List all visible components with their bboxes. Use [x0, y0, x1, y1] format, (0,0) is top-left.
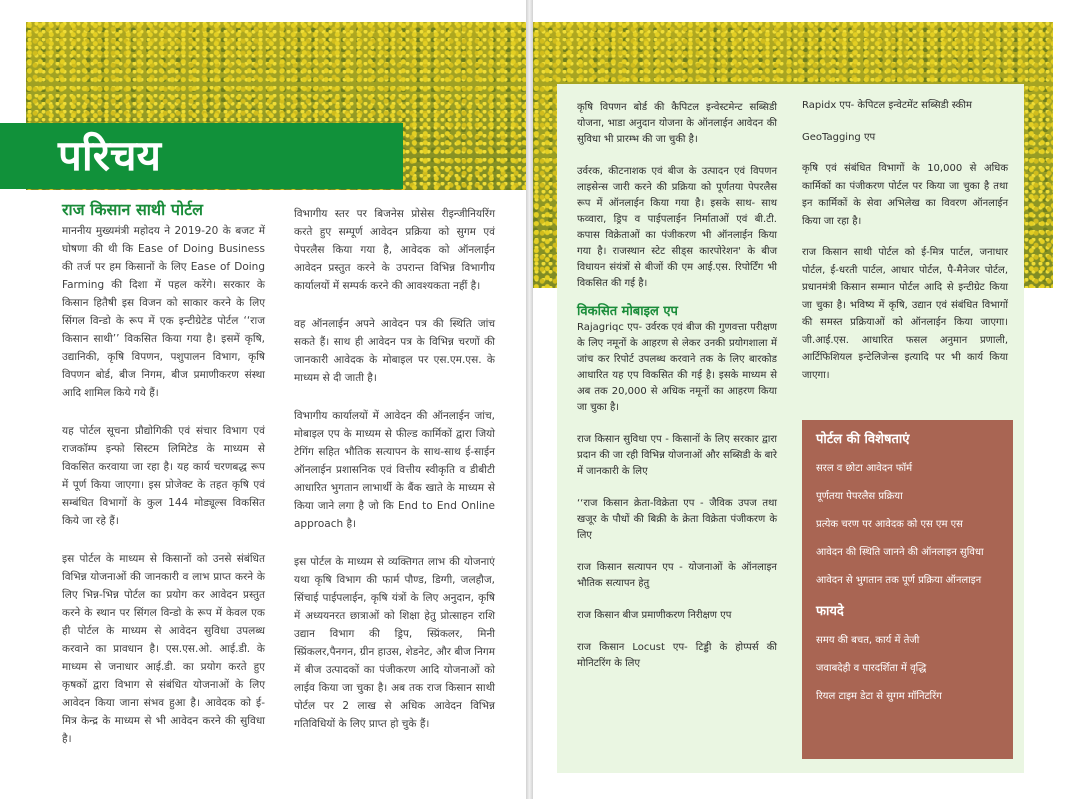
left-page: [0, 0, 526, 799]
column-1: [62, 222, 265, 768]
feature-item: आवेदन की स्थिति जानने की ऑनलाइन सुविधा: [816, 547, 984, 558]
page-gutter: [526, 0, 533, 799]
paragraph: वह ऑनलाईन अपने आवेदन पत्र की स्थिति जांच सकते हैं। साथ ही आवेदन पत्र के विभिन्न चरणों की जानकारी आवेदक के मोबाइल पर एस.एम.एस. के माध्यम से दी जाती है।: [294, 318, 495, 384]
benefit-item: रियल टाइम डेटा से सुगम मॉनिटरिंग: [816, 691, 942, 702]
features-heading: पोर्टल की विशेषताएं: [816, 432, 910, 447]
paragraph: माननीय मुख्यमंत्री महोदय ने 2019-20 के बजट में घोषणा की थी कि Ease of Doing Business की तर्ज पर हम किसानों के लिए Ease of Doing Farming की दिशा में पहल करेंगे। सरकार के किसान हितैषी इस विजन को साकार करने के लिए सिंगल विन्डो के रूप में एक इन्टीग्रेटेड पोर्टल ‘‘राज किसान साथी’’ विकसित किया गया है। इसमें कृषि, उद्यानिकी, कृषि विपणन, पशुपालन विभाग, कृषि विपणन बोर्ड, बीज निगम, बीज प्रमाणीकरण संस्था आदि शामिल किये गये हैं।: [62, 225, 265, 399]
paragraph: राज किसान साथी पोर्टल को ई-मित्र पार्टल, जनाधार पोर्टल, ई-धरती पार्टल, आधार पोर्टल, पै-मैनेजर पोर्टल, प्रधानमंत्री किसान सम्मान पोर्टल आदि से इन्टीग्रेट किया जा चुका है। भविष्य में कृषि, उद्यान एवं संबंधित विभागों की समस्त प्रक्रियाओं को ऑनलाईन किया जाएगा। जी.आई.एस. आधारित फसल अनुमान प्रणाली, आर्टिफिशियल इन्टेलिजेन्स इत्यादि पर भी कार्य किया जाएगा।: [802, 247, 1008, 381]
app-paragraph: Rajagriqc एप- उर्वरक एवं बीज की गुणवत्ता परीक्षण के लिए नमूनों के आहरण से लेकर उनकी प्रयोगशाला में जांच कर रिपोर्ट उपलब्ध करवाने तक के लिए बारकोड आधारित यह एप विकसित की गई है। इसके माध्यम से अब तक 20,000 से अधिक नमूनों का आहरण किया जा चुका है।: [577, 322, 777, 413]
column-4: [802, 97, 1008, 398]
paragraph: GeoTagging एप: [802, 131, 876, 143]
feature-item: प्रत्येक चरण पर आवेदक को एस एम एस: [816, 519, 963, 530]
app-paragraph: राज किसान Locust एप- टिड्डी के होप्पर्स की मोनिटरिंग के लिए: [577, 642, 777, 669]
feature-item: सरल व छोटा आवेदन फॉर्म: [816, 463, 913, 474]
paragraph: उर्वरक, कीटनाशक एवं बीज के उत्पादन एवं विपणन लाइसेन्स जारी करने की प्रक्रिया को पूर्णतया पेपरलैस रूप में ऑनलाईन किया गया है। इसके साथ- साथ फव्वारा, ड्रिप व पाईपलाईन निर्माताओं एवं बी.टी. कपास विक्रेताओं का पंजीकरण भी ऑनलाईन किया गया है। राजस्थान स्टेट सीड्स कारपोरेशन' के बीज विधायन संयंत्रों से बीजों की एम आई.एस. रिपोर्टिंग भी विकसित की गई है।: [577, 166, 777, 289]
column-3: [577, 100, 777, 672]
paragraph: इस पोर्टल के माध्यम से व्यक्तिगत लाभ की योजनाएं यथा कृषि विभाग की फार्म पौण्ड, डिग्गी, जलहौज, सिंचाई पाईपलाईन, कृषि यंत्रों के लिए अनुदान, कृषि में अध्ययनरत छात्राओं को शिक्षा हेतु प्रोत्साहन राशि उद्यान विभाग की ड्रिप, स्प्रिंकलर, मिनी स्प्रिंकलर,पैनगन, ग्रीन हाउस, शेडनेट, और बीज निगम में बीज उत्पादकों का पंजीकरण आदि योजनाओं को लाईव किया जा चुका है। अब तक राज किसान साथी पोर्टल पर 2 लाख से अधिक आवेदन विभिन्न गतिविधियों के लिए प्राप्त हो चुके हैं।: [294, 556, 495, 730]
column-2: [294, 205, 495, 753]
paragraph: यह पोर्टल सूचना प्रौद्योगिकी एवं संचार विभाग एवं राजकॉम्प इन्फो सिस्टम लिमिटेड के माध्यम से विकसित करवाया जा रहा है। यह कार्य चरणबद्ध रूप में पूर्ण किया जाएगा। इस प्रोजेक्ट के तहत कृषि एवं सम्बंधित विभागों के कुल 144 मोड्यूल्स विकसित किये जा रहे हैं।: [62, 425, 265, 527]
paragraph: विभागीय स्तर पर बिजनेस प्रोसेस रीइन्जीनियरिंग करते हुए सम्पूर्ण आवेदन प्रक्रिया को सुगम एवं पेपरलैस किया गया है, आवेदक को ऑनलाईन आवेदन प्रस्तुत करने के उपरान्त विभिन्न विभागीय कार्यालयों में सम्पर्क करने की आवश्यकता नहीं है।: [294, 208, 495, 292]
app-paragraph: राज किसान सत्यापन एप - योजनाओं के ऑनलाइन भौतिक सत्यापन हेतु: [577, 562, 777, 589]
paragraph: विभागीय कार्यालयों में आवेदन की ऑनलाईन जांच, मोबाइल एप के माध्यम से फील्ड कार्मिकों द्वारा जियो टेगिंग सहित भौतिक सत्यापन के साथ-साथ ई-साईन ऑनलाईन प्रशासनिक एवं वित्तीय स्वीकृति व डीबीटी आधारित भुगतान लाभार्थी के बैंक खाते के माध्यम से किया जाने लगा है जो कि End to End Online approach है।: [294, 410, 495, 530]
benefits-heading: फायदे: [816, 604, 844, 619]
page-title: परिचय: [58, 131, 161, 180]
app-paragraph: राज किसान सुविधा एप - किसानों के लिए सरकार द्वारा प्रदान की जा रही विभिन्न योजनाओं और सब्सिडी के बारे में जानकारी के लिए: [577, 434, 777, 477]
feature-item: पूर्णतया पेपरलैस प्रक्रिया: [816, 491, 903, 502]
mobile-app-heading: विकसित मोबाइल एप: [577, 304, 678, 319]
paragraph: Rapidx एप- केपिटल इन्वेटमेंट सब्सिडी स्कीम: [802, 100, 972, 111]
paragraph: कृषि एवं संबंधित विभागों के 10,000 से अधिक कार्मिकों का पंजीकरण पोर्टल पर किया जा चुका है तथा इन कार्मिकों के सेवा अभिलेख का विवरण ऑनलाईन किया जा रहा है।: [802, 163, 1008, 227]
portal-heading: राज किसान साथी पोर्टल: [62, 200, 204, 219]
features-box: [802, 420, 1013, 759]
right-page: [533, 0, 1066, 799]
benefit-item: जवाबदेही व पारदर्शिता में वृद्धि: [816, 663, 927, 674]
paragraph: कृषि विपणन बोर्ड की कैपिटल इन्वेस्टमेन्ट सब्सिडी योजना, भाडा अनुदान योजना के ऑनलाईन आवेदन की सुविधा भी प्रारम्भ की जा चुकी है।: [577, 102, 777, 145]
app-paragraph: राज किसान बीज प्रमाणीकरण निरीक्षण एप: [577, 610, 732, 621]
benefit-item: समय की बचत, कार्य में तेजी: [816, 635, 920, 646]
feature-item: आवेदन से भुगतान तक पूर्ण प्रक्रिया ऑनलाइन: [816, 575, 982, 586]
app-paragraph: ‘‘राज किसान क्रेता-विक्रेता एप - जैविक उपज तथा खजूर के पौधों की बिक्री के क्रेता विक्रेता पंजीकरण के लिए: [577, 498, 777, 541]
paragraph: इस पोर्टल के माध्यम से किसानों को उनसे संबंधित विभिन्न योजनाओं की जानकारी व लाभ प्राप्त करने के लिए भिन्न-भिन्न पोर्टल का प्रयोग कर आवेदन प्रस्तुत करने के स्थान पर सिंगल विन्डो के रूप में केवल एक ही पोर्टल के माध्यम से आवेदन सुविधा उपलब्ध करवाने का प्रावधान है। एस.एस.ओ. आई.डी. के माध्यम से जनाधार आई.डी. का प्रयोग करते हुए कृषकों द्वारा विभाग से संबंधित योजनाओं के लिए आवेदन किया जाना संभव हुआ है। आवेदक को ई-मित्र केन्द्र के माध्यम से भी आवेदन करने की सुविधा है।: [62, 553, 265, 745]
